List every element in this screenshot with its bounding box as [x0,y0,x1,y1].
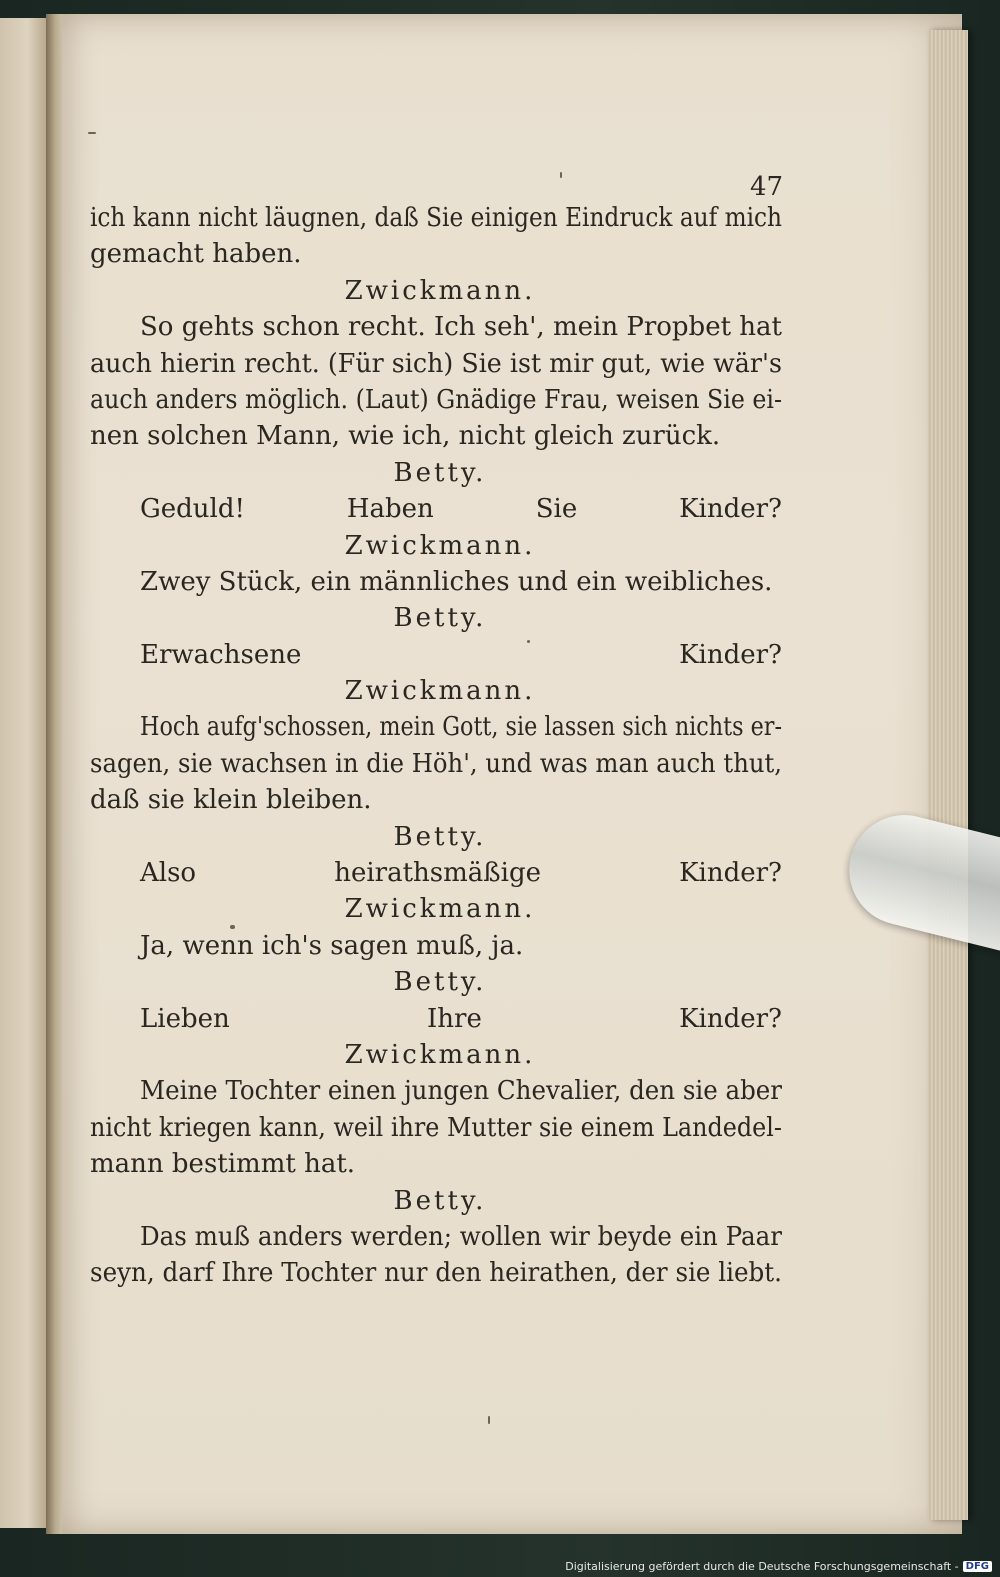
speaker-name: Betty. [393,967,487,998]
text-line: sagen, sie wachsen in die Höh', und was man auch thut, [90,748,782,779]
speck [488,1416,490,1424]
page-stack-edge [928,30,968,1520]
text-line: seyn, darf Ihre Tochter nur den heirathen, der sie liebt. [90,1258,782,1289]
text-line: Geduld! Haben Sie Kinder? [140,494,782,525]
speaker-name: Zwickmann. [344,275,536,306]
speaker-name: Betty. [393,603,487,634]
text-line: Lieben Ihre Kinder? [140,1003,782,1034]
text-line: Ja, wenn ich's sagen muß, ja. [140,930,524,961]
text-line: So gehts schon recht. Ich seh', mein Propbet hat [140,312,782,343]
text-line: Meine Tochter einen jungen Chevalier, den sie aber [140,1076,782,1107]
text-line: Also heirathsmäßige Kinder? [140,858,782,889]
speaker-name: Betty. [393,457,487,488]
speaker-name: Zwickmann. [344,530,536,561]
speck [560,172,562,178]
speaker-name: Zwickmann. [344,894,536,925]
text-line: Zwey Stück, ein männliches und ein weibliches. [140,566,773,597]
text-line: Das muß anders werden; wollen wir beyde ein Paar [140,1221,782,1252]
text-line: gemacht haben. [90,239,302,270]
text-line: ich kann nicht läugnen, daß Sie einigen Eindruck auf mich [90,203,782,233]
speck [88,132,96,134]
text-line: mann bestimmt hat. [90,1149,356,1180]
speaker-name: Zwickmann. [344,1039,536,1070]
dfg-logo: DFG [963,1561,992,1572]
text-line: daß sie klein bleiben. [90,785,372,816]
credit-text: Digitalisierung gefördert durch die Deutsche Forschungsgemeinschaft - [565,1560,959,1573]
text-line: auch anders möglich. (Laut) Gnädige Frau, weisen Sie ei- [90,384,782,415]
text-line: auch hierin recht. (Für sich) Sie ist mir gut, wie wär's [90,348,782,379]
previous-page-edge [0,18,48,1528]
text-line: nen solchen Mann, wie ich, nicht gleich zurück. [90,421,721,452]
speaker-name: Betty. [393,1185,487,1216]
speaker-name: Zwickmann. [344,676,536,707]
text-line: nicht kriegen kann, weil ihre Mutter sie einem Landedel- [90,1112,782,1143]
text-line: Hoch aufg'schossen, mein Gott, sie lassen sich nichts er- [140,712,782,743]
speaker-name: Betty. [393,821,487,852]
digitization-credit [565,1560,992,1573]
page-number: 47 [750,172,784,202]
page-text [90,200,790,1292]
text-line: Erwachsene Kinder? [140,639,782,670]
